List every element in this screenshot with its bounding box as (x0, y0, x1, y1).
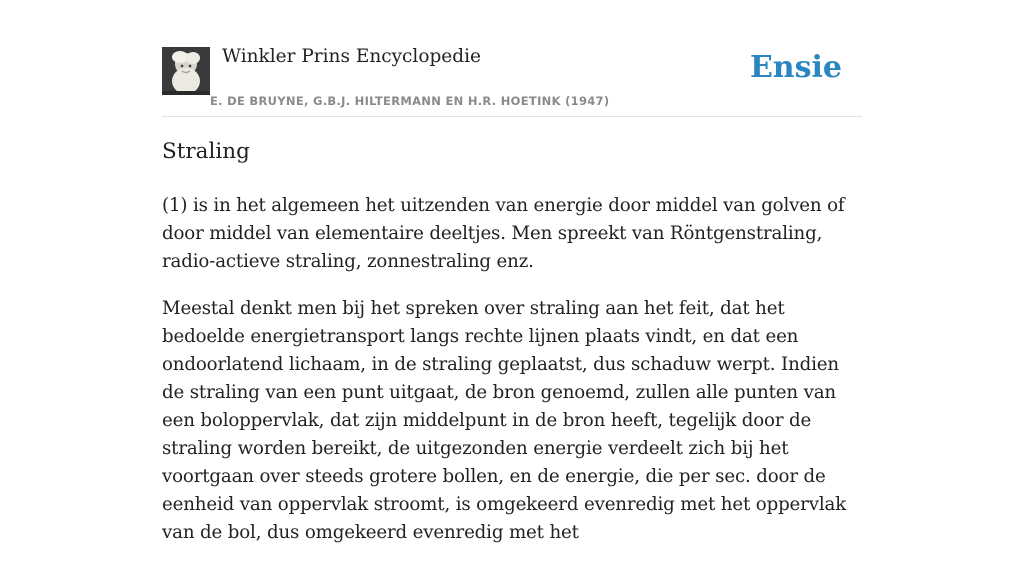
ensie-logo-link[interactable]: Ensie (749, 50, 842, 85)
entry-title: Straling (162, 139, 250, 164)
author-portrait-icon[interactable] (162, 47, 210, 95)
site-header (162, 0, 862, 117)
entry-content (162, 192, 862, 566)
page (162, 0, 862, 543)
book-title[interactable]: Winkler Prins Encyclopedie (222, 46, 481, 67)
book-authors: E. DE BRUYNE, G.B.J. HILTERMANN EN H.R. HOETINK (1947) (210, 94, 610, 108)
entry-paragraph: (1) is in het algemeen het uitzenden van energie door middel van golven of door middel van elementaire deeltjes. Men spreekt van Röntgenstraling, radio-actieve straling, zonnestraling enz. (162, 195, 845, 272)
entry-paragraph: Meestal denkt men bij het spreken over straling aan het feit, dat het bedoelde energietransport langs rechte lijnen plaats vindt, en dat een ondoorlatend lichaam, in de straling geplaatst, dus schaduw werpt. Indien de straling van een punt uitgaat, de bron genoemd, zullen alle punten van een boloppervlak, dat zijn middelpunt in de bron heeft, tegelijk door de straling worden bereikt, de uitgezonden energie verdeelt zich bij het voortgaan over steeds grotere bollen, en de energie, die per sec. door de eenheid van oppervlak stroomt, is omgekeerd evenredig met het oppervlak van de bol, dus omgekeerd evenredig met het (162, 298, 847, 543)
